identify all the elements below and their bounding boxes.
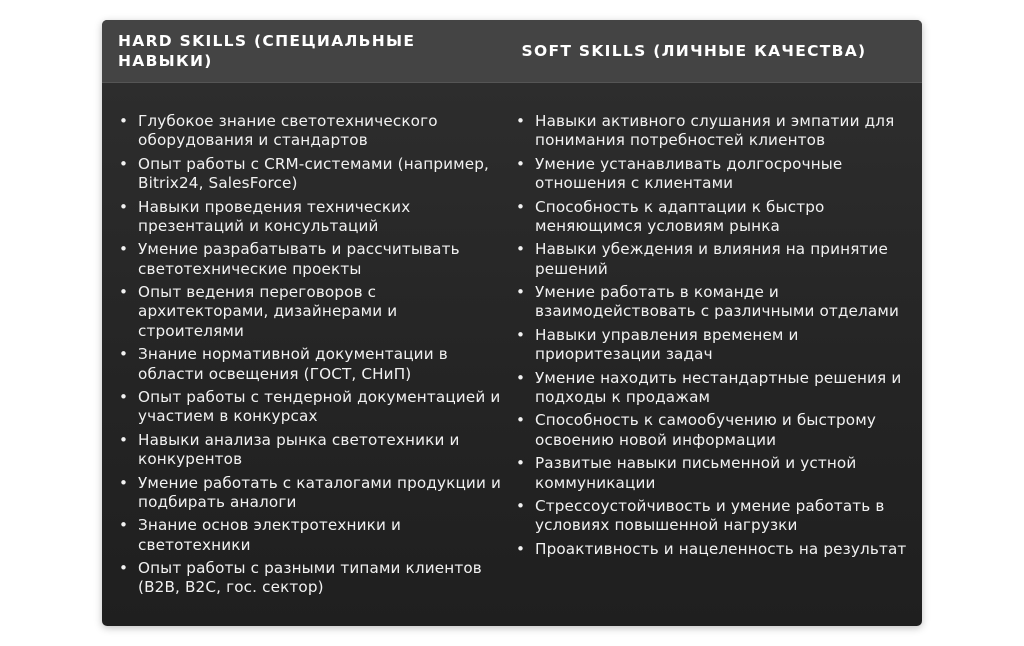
bullet-icon: • [119,430,129,449]
soft-skill-item-text: Умение устанавливать долгосрочные отношения с клиентами [535,154,843,193]
soft-skill-item [515,369,922,408]
soft-skills-list [512,112,922,559]
hard-skill-item [118,474,512,513]
bullet-icon: • [119,240,129,259]
hard-skill-item-text: Опыт работы с разными типами клиентов (B2B, B2C, гос. сектор) [138,559,482,597]
table-header [102,20,922,83]
hard-skill-item-text: Глубокое знание светотехнического оборудования и стандартов [138,112,438,150]
hard-skill-item-text: Знание нормативной документации в области освещения (ГОСТ, СНиП) [138,345,448,383]
hard-skill-item [118,240,512,279]
bullet-icon: • [119,197,129,216]
table-body [102,83,922,602]
hard-skills-list [102,112,512,598]
hard-skills-header: HARD SKILLS (СПЕЦИАЛЬНЫЕ НАВЫКИ) [118,32,416,70]
soft-skill-item-text: Навыки управления временем и приоритезации задач [535,325,799,364]
hard-skill-item-text: Навыки проведения технических презентаций и консультаций [138,197,411,235]
hard-skill-item [118,559,512,598]
soft-skill-item-text: Способность к самообучению и быстрому освоению новой информации [535,411,876,449]
soft-skill-item-text: Развитые навыки письменной и устной коммуникации [535,454,857,492]
bullet-icon: • [516,497,526,516]
hard-skill-item [118,388,512,427]
soft-skill-item-text: Навыки активного слушания и эмпатии для понимания потребностей клиентов [535,112,895,150]
hard-skill-item-text: Умение разрабатывать и рассчитывать светотехнические проекты [138,240,460,278]
soft-skill-item [515,240,922,279]
soft-skills-header: SOFT SKILLS (ЛИЧНЫЕ КАЧЕСТВА) [521,42,867,60]
soft-skill-item [515,283,922,322]
bullet-icon: • [119,516,129,535]
bullet-icon: • [119,345,129,364]
soft-skill-item-text: Умение находить нестандартные решения и подходы к продажам [535,368,902,406]
soft-skill-item [515,198,922,237]
bullet-icon: • [119,559,129,578]
bullet-icon: • [516,283,526,302]
hard-skill-item [118,283,512,341]
soft-skill-item [515,411,922,450]
soft-skill-item-text: Навыки убеждения и влияния на принятие решений [535,240,888,278]
soft-skills-column [512,112,922,602]
bullet-icon: • [119,387,129,406]
soft-skill-item [515,155,922,194]
hard-skill-item [118,431,512,470]
hard-skill-item [118,345,512,384]
skills-table [102,20,922,626]
soft-skill-item-text: Способность к адаптации к быстро меняющимся условиям рынка [535,197,825,235]
hard-skill-item [118,112,512,151]
bullet-icon: • [516,325,526,344]
hard-skill-item-text: Умение работать с каталогами продукции и подбирать аналоги [138,473,501,511]
bullet-icon: • [119,112,129,130]
hard-skill-item-text: Опыт ведения переговоров с архитекторами, дизайнерами и строителями [138,283,398,340]
hard-skill-item-text: Навыки анализа рынка светотехники и конкурентов [138,430,460,469]
bullet-icon: • [516,411,526,430]
soft-skill-item-text: Стрессоустойчивость и умение работать в условиях повышенной нагрузки [535,497,885,535]
bullet-icon: • [516,539,526,558]
hard-skill-item [118,155,512,194]
bullet-icon: • [516,154,526,173]
soft-skill-item [515,497,922,536]
hard-skill-item-text: Опыт работы с тендерной документацией и участием в конкурсах [138,387,501,426]
bullet-icon: • [516,112,526,130]
bullet-icon: • [516,197,526,216]
bullet-icon: • [119,283,129,302]
bullet-icon: • [516,368,526,387]
bullet-icon: • [119,154,129,173]
soft-skill-item-text: Умение работать в команде и взаимодействовать с различными отделами [535,283,899,321]
bullet-icon: • [516,454,526,473]
soft-skill-item-text: Проактивность и нацеленность на результат [535,539,907,558]
hard-skill-item-text: Знание основ электротехники и светотехники [138,516,401,554]
soft-skill-item [515,540,922,559]
hard-skill-item [118,198,512,237]
hard-skill-item [118,516,512,555]
bullet-icon: • [119,473,129,492]
bullet-icon: • [516,240,526,259]
soft-skill-item [515,326,922,365]
hard-skills-column [102,112,512,602]
soft-skill-item [515,112,922,151]
soft-skill-item [515,454,922,493]
hard-skill-item-text: Опыт работы с CRM-системами (например, Bitrix24, SalesForce) [138,154,489,193]
